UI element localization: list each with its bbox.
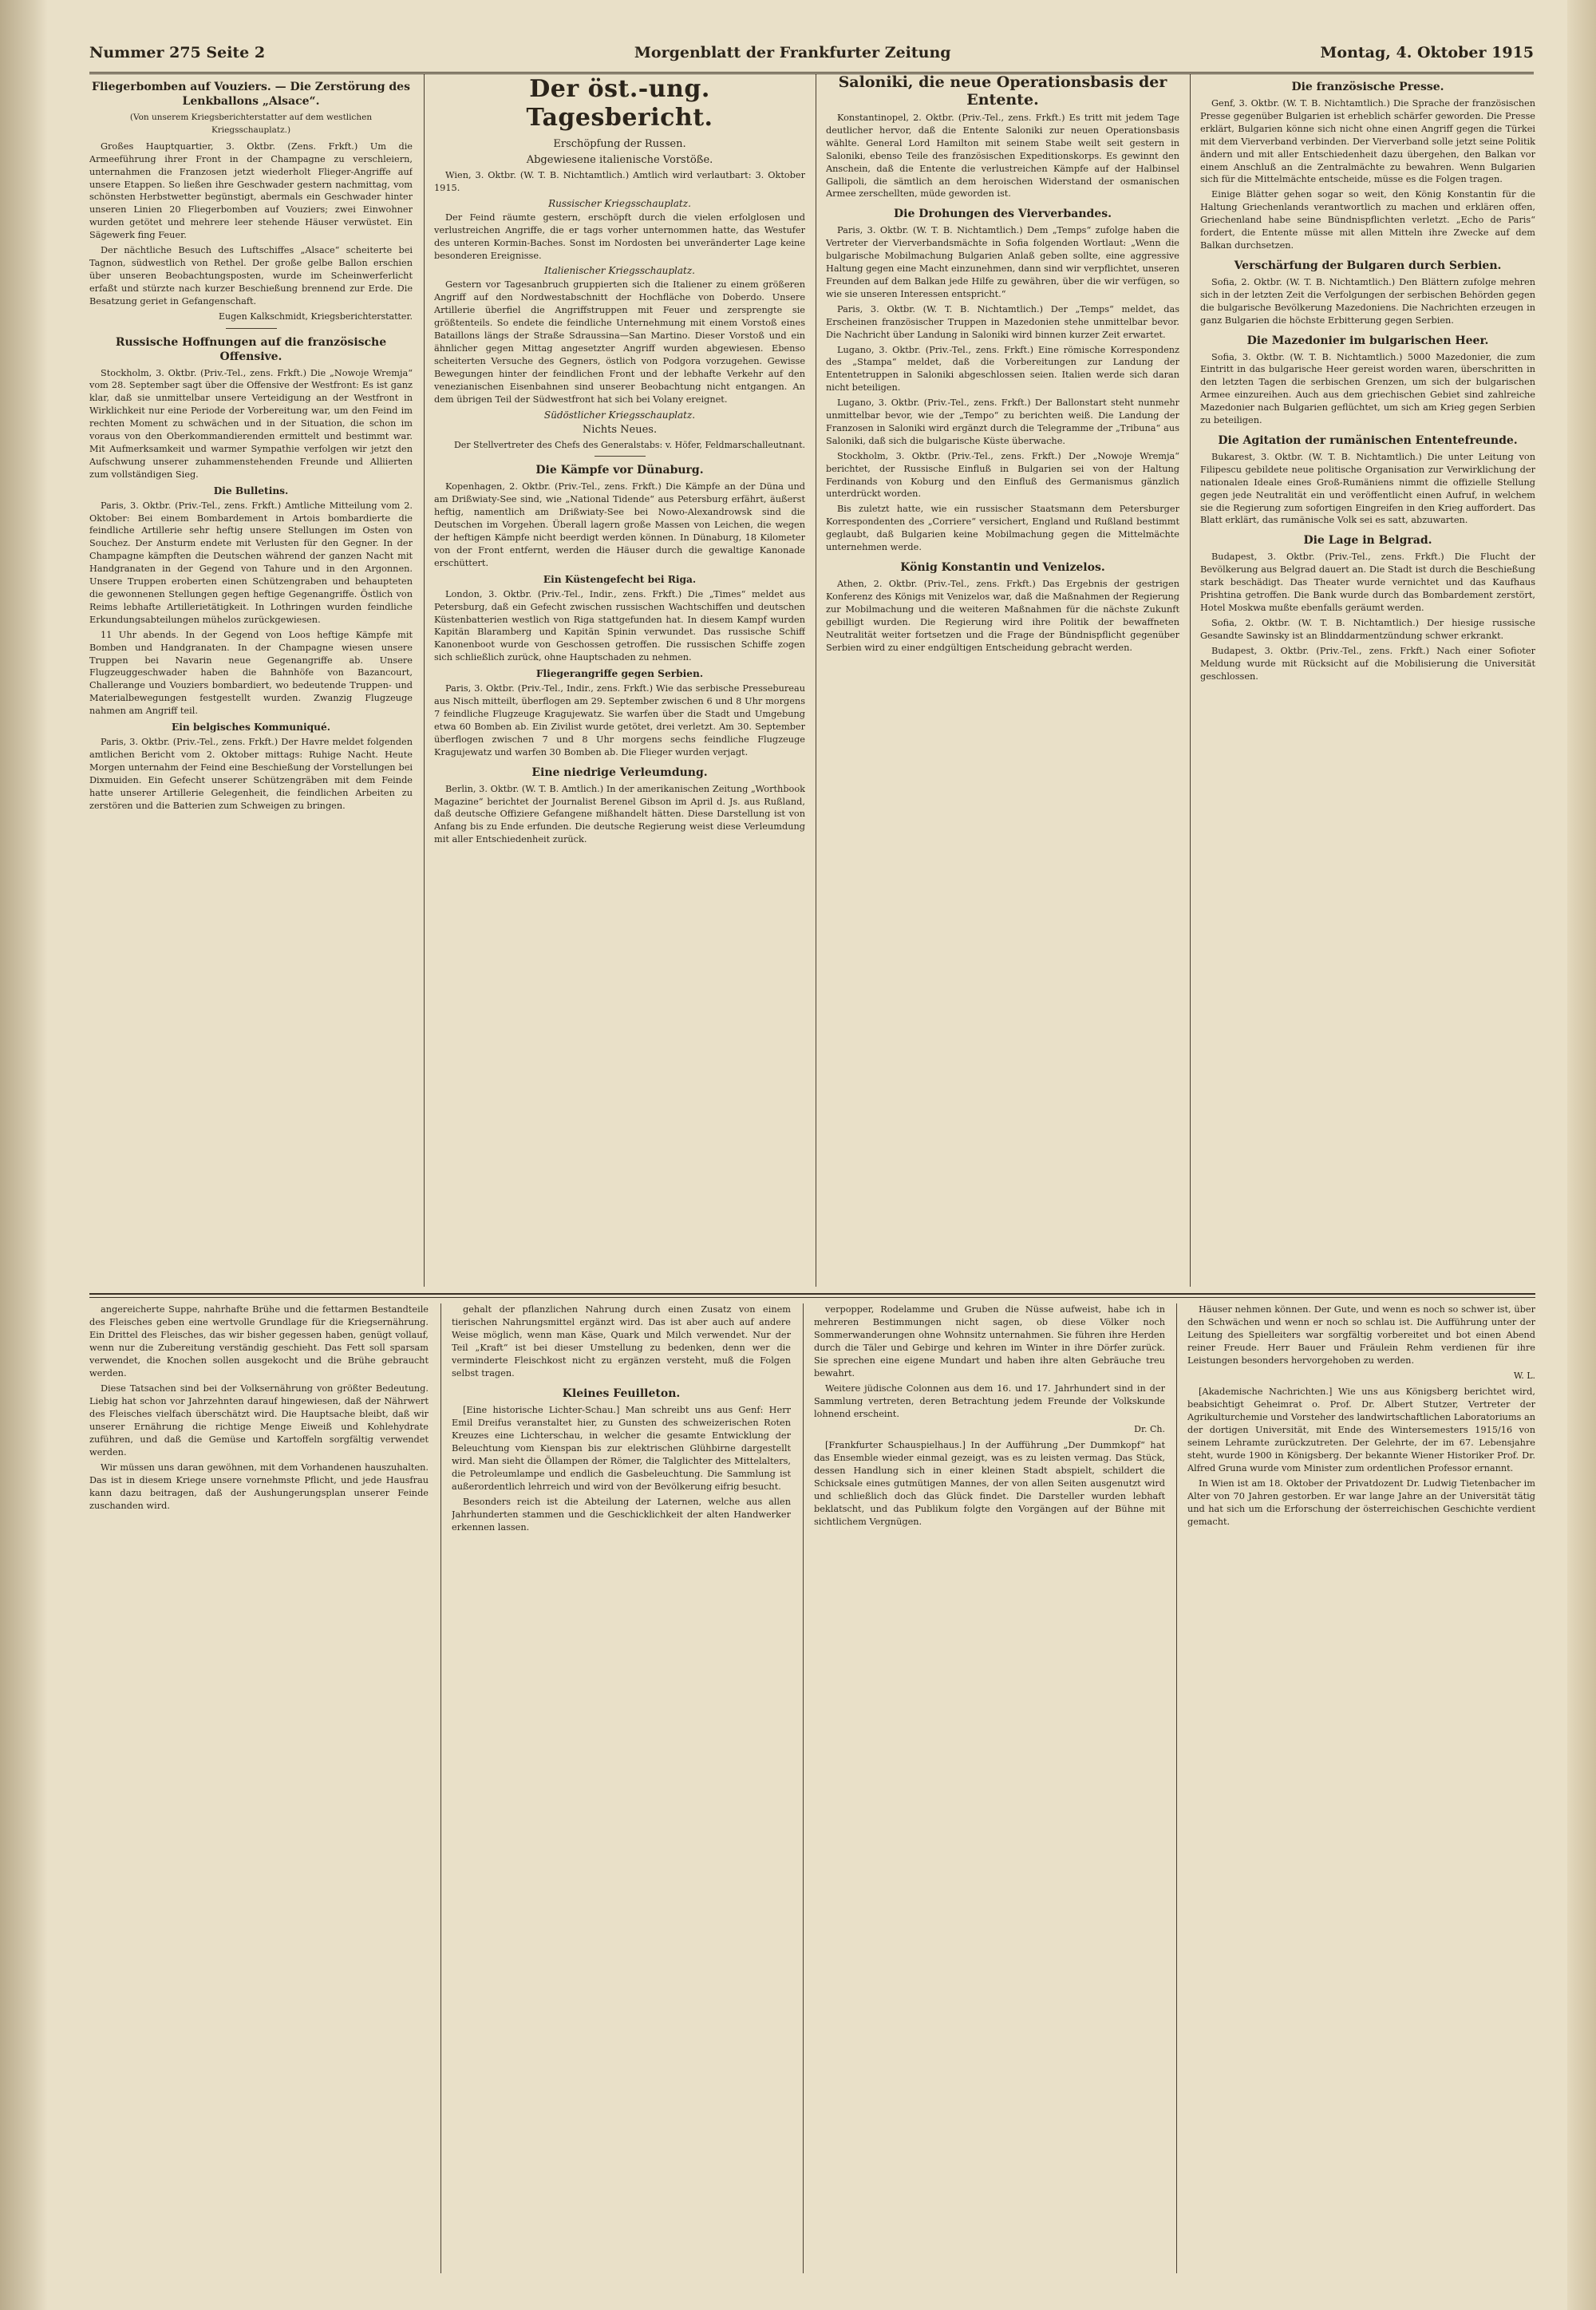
article-paragraph: Lugano, 3. Oktbr. (Priv.-Tel., zens. Frkft.) Eine römische Korrespondenz des „Stampa“ meldet, daß die Vorbereitungen zur Landung der Ententetruppen in Saloniki abgeschlossen seien. Italien werde sich daran nicht beteiligen. bbox=[826, 344, 1179, 394]
feuilleton-divider bbox=[89, 1293, 1535, 1295]
section-title: Italienischer Kriegsschauplatz. bbox=[544, 265, 695, 277]
headline-threats: Die Drohungen des Vierverbandes. bbox=[894, 208, 1112, 221]
feuilleton-column-2 bbox=[452, 1303, 791, 2273]
article-paragraph: Gestern vor Tagesanbruch gruppierten sich die Italiener zu einem größeren Angriff auf den Nordwestabschnitt der Hochfläche von Doberdo. Unsere Artillerie überfiel die Angriffstruppen mit Feuer und zersprengte sie größtenteils. So endete die feindliche Unternehmung mit einem Vorstoß eines Bataillons längs der Straße Sdraussina—San Martino. Dieser Vorstoß und ein ähnlicher gegen Mittag angesetzter Angriff wurden abgewiesen. Ebenso scheiterten Versuche des Gegners, östlich von Podgora vorzugehen. Gewisse Bewegungen hinter der feindlichen Front und der lebhafte Verkehr auf den venezianischen Eisenbahnen sind unserer Beobachtung nicht entgangen. An dem übrigen Teil der Südwestfront hat sich bei Volany ereignet. bbox=[434, 279, 805, 405]
correspondent-note: (Von unserem Kriegsberichterstatter auf dem westlichen Kriegsschauplatz.) bbox=[129, 113, 373, 135]
feuilleton-paragraph: [Eine historische Lichter-Schau.] Man schreibt uns aus Genf: Herr Emil Dreifus veranstaltet hier, zu Gunsten des schweizerischen Roten Kreuzes eine Lichterschau, in welcher die gesamte Entwicklung der Beleuchtung vom Kienspan bis zur elektrischen Glühbirne dargestellt wird. Man sieht die Öllampen der Römer, die Talglichter des Mittelalters, die Petroleumlampe und endlich die Gasbeleuchtung. Die Sammlung ist außerordentlich lehrreich und wird von der Bevölkerung eifrig besucht. bbox=[452, 1405, 791, 1492]
headline-kleines-feuilleton: Kleines Feuilleton. bbox=[562, 1387, 681, 1400]
headline-konstantin: König Konstantin und Venizelos. bbox=[900, 561, 1105, 574]
headline-austrian-report: Der öst.-ung. Tagesbericht. bbox=[526, 75, 713, 132]
headline-saloniki: Saloniki, die neue Operationsbasis der Entente. bbox=[838, 73, 1167, 109]
article-paragraph: Athen, 2. Oktbr. (Priv.-Tel., zens. Frkft.) Das Ergebnis der gestrigen Konferenz des Königs mit Venizelos war, daß die Maßnahmen der Regierung zur Mobilmachung und die weiteren Maßnahmen für die nächste Zukunft gebilligt wurden. Die Regierung wird ihre Politik der bewaffneten Neutralität weiter fortsetzen und die Frage der Bündnispflicht gegenüber Serbien wird zu einer endgültigen Entscheidung gebracht werden. bbox=[826, 579, 1179, 653]
subheadline: Abgewiesene italienische Vorstöße. bbox=[526, 154, 713, 166]
feuilleton-paragraph: [Akademische Nachrichten.] Wie uns aus Königsberg berichtet wird, beabsichtigt Geheimrat o. Prof. Dr. Albert Stutzer, Vertreter der Agrikulturchemie und Vorsteher des landwirtschaftlichen Laboratoriums an der dortigen Universität, mit Ende des Wintersemesters 1915/16 von seinem Lehramte zurückzutreten. Der Gelehrte, der im 67. Lebensjahre steht, wurde 1900 in Königsberg. Der bekannte Wiener Historiker Prof. Dr. Alfred Gruna wurde vom Minister zum ordentlichen Professor ernannt. bbox=[1187, 1386, 1535, 1473]
author-signature: Dr. Ch. bbox=[1134, 1424, 1165, 1434]
feuilleton-paragraph: Häuser nehmen können. Der Gute, und wenn es noch so schwer ist, über den Schwächen und wenn er noch so schlau ist. Die Aufführung unter der Leitung des Spielleiters war sorgfältig vorbereitet und bot einen Abend reiner Freude. Herr Bauer und Fräulein Rehm verdienen für ihre Leistungen besonders hervorgehoben zu werden. bbox=[1187, 1304, 1535, 1366]
headline-serbia-air: Fliegerangriffe gegen Serbien. bbox=[535, 668, 704, 680]
headline-french-press: Die französische Presse. bbox=[1291, 81, 1444, 93]
headline-macedonians: Die Mazedonier im bulgarischen Heer. bbox=[1246, 334, 1489, 347]
feuilleton-paragraph: Weitere jüdische Colonnen aus dem 16. und 17. Jahrhundert sind in der Sammlung vertreten, deren Betrachtung jedem Freunde der Volkskunde lohnend erscheint. bbox=[814, 1383, 1165, 1419]
feuilleton-column-3 bbox=[814, 1303, 1165, 2273]
section-title: Russischer Kriegsschauplatz. bbox=[548, 197, 691, 209]
column-rule bbox=[1176, 1303, 1177, 2273]
article-paragraph: Sofia, 2. Oktbr. (W. T. B. Nichtamtlich.) Den Blättern zufolge mehren sich in der letzten Zeit die Verfolgungen der serbischen Behörden gegen die bulgarische Bevölkerung Mazedoniens. Die Nachrichten erzeugen in ganz Bulgarien die höchste Erbitterung gegen Serbien. bbox=[1200, 276, 1535, 326]
article-paragraph: Stockholm, 3. Oktbr. (Priv.-Tel., zens. Frkft.) Der „Nowoje Wremja“ berichtet, der Russische Einfluß in Bulgarien sei von der Haltung Ferdinands von Koburg und den Einfluß des Germanismus gänzlich unterdrückt worden. bbox=[826, 450, 1179, 500]
feuilleton-paragraph: gehalt der pflanzlichen Nahrung durch einen Zusatz von einem tierischen Nahrungsmittel ergänzt wird. Das ist aber auch auf andere Weise möglich, wenn man Käse, Quark und Milch verwendet. Nur der Teil „Kraft“ ist bei dieser Umstellung zu bedenken, denn wer die verminderte Fleischkost nicht zu ergänzen versteht, muß die Folgen selbst tragen. bbox=[452, 1304, 791, 1378]
separator bbox=[595, 456, 646, 457]
page-edge bbox=[1567, 0, 1596, 2310]
column-rule bbox=[440, 1303, 441, 2273]
article-paragraph: Der Feind räumte gestern, erschöpft durch die vielen erfolglosen und verlustreichen Angriffe, die er tags vorher unternommen hatte, das Westufer des unteren Kormin-Baches. Sonst im Nordosten bei unveränderter Lage keine besonderen Ereignisse. bbox=[434, 212, 805, 261]
article-paragraph: Paris, 3. Oktbr. (W. T. B. Nichtamtlich.) Der „Temps“ meldet, das Erscheinen französischer Truppen in Mazedonien stehe unmittelbar bevor. Die Nachricht über Landung in Saloniki wird binnen kurzer Zeit erwartet. bbox=[826, 303, 1179, 340]
article-paragraph: Paris, 3. Oktbr. (W. T. B. Nichtamtlich.) Dem „Temps“ zufolge haben die Vertreter der Vierverbandsmächte in Sofia folgenden Wortlaut: „Wenn die bulgarische Mobilmachung Bulgarien Anlaß geben sollte, eine aggressive Haltung gegen eine Macht einzunehmen, dann sind wir verpflichtet, unseren Freunden auf dem Balkan jede Hilfe zu gewähren, über die wir verfügen, so wie sie unseren Interessen entspricht.“ bbox=[826, 225, 1179, 299]
column-rule bbox=[803, 1303, 804, 2273]
article-paragraph: Bis zuletzt hatte, wie ein russischer Staatsmann dem Petersburger Korrespondenten des „Corriere“ versichert, England und Rußland bestimmt geglaubt, daß Bulgarien keine Mobilmachung gegen die Mittelmächte unternehmen werde. bbox=[826, 504, 1179, 553]
headline-riga: Ein Küstengefecht bei Riga. bbox=[543, 573, 697, 585]
headline-romanian-agitation: Die Agitation der rumänischen Ententefreunde. bbox=[1218, 433, 1518, 447]
author-signature: W. L. bbox=[1513, 1371, 1535, 1381]
article-paragraph: Paris, 3. Oktbr. (Priv.-Tel., zens. Frkft.) Amtliche Mitteilung vom 2. Oktober: Bei einem Bombardement in Artois bombardierte die feindliche Artillerie sehr heftig unsere Stellungen im Osten von Souchez. Der Ansturm endete mit Verlusten für den Gegner. In der Champagne kämpften die Deutschen während der ganzen Nacht mit Handgranaten in der Gegend von Tahure und in den Argonnen. Unsere Truppen eroberten einen Schützengraben und behaupteten die gewonnenen Stellungen gegen heftige Gegenangriffe. Östlich von Reims lebhafte Artillerietätigkeit. In Lothringen wurden feindliche Erkundungsabteilungen mühelos zurückgewiesen. bbox=[89, 500, 413, 625]
masthead bbox=[89, 37, 1534, 74]
headline-dunaburg: Die Kämpfe vor Dünaburg. bbox=[535, 464, 704, 477]
feuilleton-column-1 bbox=[89, 1303, 429, 2273]
subheadline: Erschöpfung der Russen. bbox=[553, 138, 686, 150]
author-signature: Der Stellvertreter des Chefs des Generalstabs: v. Höfer, Feldmarschalleutnant. bbox=[453, 439, 805, 450]
article-paragraph: Einige Blätter gehen sogar so weit, den König Konstantin für die Haltung Griechenlands verantwortlich zu machen und erklären offen, Griechenland habe seine Bündnispflichten verletzt. „Echo de Paris“ fordert, die Entente müsse mit allen Mitteln ihre Zwecke auf dem Balkan durchsetzen. bbox=[1200, 189, 1535, 251]
feuilleton-paragraph: Diese Tatsachen sind bei der Volksernährung von größter Bedeutung. Liebig hat schon vor Jahrzehnten darauf hingewiesen, daß der Nährwert des Fleisches vielfach überschätzt wird. Die Hauptsache bleibt, daß wir unserer Ernährung die richtige Menge Eiweiß und Kohlehydrate zuführen, und daß die Gemüse und Kartoffeln sorgfältig verwendet werden. bbox=[89, 1383, 429, 1458]
article-paragraph: Budapest, 3. Oktbr. (Priv.-Tel., zens. Frkft.) Nach einer Sofioter Meldung wurde mit Rücksicht auf die Mobilisierung die Universität geschlossen. bbox=[1200, 645, 1535, 682]
article-paragraph: Lugano, 3. Oktbr. (Priv.-Tel., zens. Frkft.) Der Ballonstart steht nunmehr unmittelbar bevor, wie der „Tempo“ zu berichten weiß. Die Landung der Franzosen in Saloniki wird ergänzt durch die Telegramme der „Tribuna“ aus Saloniki, daß sich die bulgarische Küste überwache. bbox=[826, 398, 1179, 446]
article-paragraph: Paris, 3. Oktbr. (Priv.-Tel., Indir., zens. Frkft.) Wie das serbische Pressebureau aus Nisch mitteilt, überflogen am 29. September zwischen 6 und 8 Uhr morgens 7 feindliche Flugzeuge Kragujewatz. Sie warfen über die Stadt und Umgebung etwa 60 Bomben ab. Ein Zivilist wurde getötet, drei verletzt. Am 30. September überflogen zwischen 7 und 8 Uhr morgens sechs feindliche Flugzeuge Kragujewatz und warfen 30 Bomben ab. Die Flieger wurden verjagt. bbox=[434, 683, 805, 757]
headline-vouziers: Fliegerbomben auf Vouziers. — Die Zerstörung des Lenkballons „Alsace“. bbox=[92, 81, 410, 108]
author-signature: Eugen Kalkschmidt, Kriegsberichterstatter. bbox=[219, 311, 413, 322]
feuilleton-paragraph: Besonders reich ist die Abteilung der Laternen, welche aus allen Jahrhunderten stammen und die Geschicklichkeit der alten Handwerker erkennen lassen. bbox=[452, 1497, 791, 1533]
column-rule bbox=[1190, 73, 1191, 1287]
issue-number: Nummer 275 Seite 2 bbox=[89, 44, 266, 61]
section-title: Südöstlicher Kriegsschauplatz. bbox=[543, 409, 696, 421]
feuilleton-paragraph: angereicherte Suppe, nahrhafte Brühe und die fettarmen Bestandteile des Fleisches geben eine wertvolle Grundlage für die Kriegsernährung. Ein Drittel des Fleisches, das wir bisher gegessen haben, genügt vollauf, wenn nur die Zubereitung verständig geschieht. Das Fett soll sparsam verwendet, die Knochen sollen ausgekocht und die Brühe gebraucht werden. bbox=[89, 1304, 429, 1378]
binding-gutter bbox=[0, 0, 48, 2310]
headline-slander: Eine niedrige Verleumdung. bbox=[531, 765, 708, 779]
article-paragraph: Sofia, 2. Oktbr. (W. T. B. Nichtamtlich.) Der hiesige russische Gesandte Sawinsky ist an Blinddarmentzündung schwer erkrankt. bbox=[1200, 617, 1535, 641]
article-paragraph: Bukarest, 3. Oktbr. (W. T. B. Nichtamtlich.) Die unter Leitung von Filipescu gebildete neue politische Organisation zur Verwirklichung der nationalen Ideale eines Groß-Rumäniens nimmt die offizielle Stellung gegen jede Neutralität ein und veröffentlicht einen Aufruf, in welchem sie die Regierung zum sofortigen Eingreifen in den Krieg auffordert. Das Blatt erklärt, das rumänische Volk sei es satt, abzuwarten. bbox=[1200, 451, 1535, 526]
feuilleton-paragraph: Wir müssen uns daran gewöhnen, mit dem Vorhandenen hauszuhalten. Das ist in diesem Kriege unsere vornehmste Pflicht, und jede Hausfrau kann dazu beitragen, daß der Aushungerungsplan unserer Feinde zuschanden wird. bbox=[89, 1462, 429, 1511]
column-2 bbox=[434, 73, 805, 1287]
article-paragraph: Stockholm, 3. Oktbr. (Priv.-Tel., zens. Frkft.) Die „Nowoje Wremja“ vom 28. September sagt über die Offensive der Westfront: Es ist ganz klar, daß sie unmittelbar unsere Verteidigung an der Westfront in Wirklichkeit nur eine Periode der Vorbereitung war, um den Feind im rechten Moment zu schwächen und in der Situation, die schon im voraus von den Oberkommandierenden ermittelt und bestimmt war. Mit Aufmerksamkeit und warmer Sympathie verfolgen wir jetzt den Aufschwung unserer zuhammenstehenden Freunde und Alliierten zum vollständigen Sieg. bbox=[89, 367, 413, 480]
article-paragraph: Budapest, 3. Oktbr. (Priv.-Tel., zens. Frkft.) Die Flucht der Bevölkerung aus Belgrad dauert an. Die Stadt ist durch die Beschießung stark beschädigt. Das Theater wurde vernichtet und das Kaufhaus Prishtina getroffen. Die Bank wurde durch das Bombardement zerstört, Hotel Moskwa mußte ebenfalls geräumt werden. bbox=[1200, 552, 1535, 613]
headline-russian-hopes: Russische Hoffnungen auf die französische Offensive. bbox=[115, 335, 387, 363]
article-paragraph: 11 Uhr abends. In der Gegend von Loos heftige Kämpfe mit Bomben und Handgranaten. In der Champagne wiesen unsere Truppen bei Navarin neue Gegenangriffe ab. Unsere Flugzeuggeschwader haben die Bahnhöfe von Bazancourt, Challerange und Vouziers bombardiert, wo bedeutende Truppen- und Materialbewegungen festgestellt wurden. Zwanzig Flugzeuge nahmen am Angriff teil. bbox=[89, 629, 413, 717]
separator bbox=[226, 328, 277, 329]
feuilleton-column-4 bbox=[1187, 1303, 1535, 2273]
feuilleton-paragraph: In Wien ist am 18. Oktober der Privatdozent Dr. Ludwig Tietenbacher im Alter von 70 Jahren gestorben. Er war lange Jahre an der Universität tätig und hat sich um die Erforschung der österreichischen Geschichte verdient gemacht. bbox=[1187, 1478, 1535, 1527]
newspaper-title: Morgenblatt der Frankfurter Zeitung bbox=[634, 44, 951, 61]
article-paragraph: Kopenhagen, 2. Oktbr. (Priv.-Tel., zens. Frkft.) Die Kämpfe an der Düna und am Drißwiaty-See sind, wie „National Tidende“ aus Petersburg erfährt, äußerst heftig, namentlich am Drißwiaty-See bei Nowo-Alexandrowsk sind die Deutschen im Vorgehen. Überall lagern große Massen von Leichen, die wegen der heftigen Kämpfe nicht beerdigt werden können. In Dünaburg, 18 Kilometer von der Front entfernt, werden die Häuser durch die gewaltige Kanonade erschüttert. bbox=[434, 481, 805, 568]
column-3 bbox=[826, 73, 1179, 1287]
article-paragraph: Der nächtliche Besuch des Luftschiffes „Alsace“ scheiterte bei Tagnon, südwestlich von Rethel. Der große gelbe Ballon erschien über unseren Beobachtungsposten, wurde im Scheinwerferlicht erfaßt und stürzte nach kurzer Beschießung brennend zur Erde. Die Besatzung geriet in Gefangenschaft. bbox=[89, 245, 413, 307]
headline-bulletins: Die Bulletins. bbox=[213, 485, 289, 496]
headline-bulgarian-persecution: Verschärfung der Bulgaren durch Serbien. bbox=[1234, 259, 1502, 272]
article-paragraph: London, 3. Oktbr. (Priv.-Tel., Indir., zens. Frkft.) Die „Times“ meldet aus Petersburg, daß ein Gefecht zwischen russischen Wachtschiffen und deutschen Küstenbatterien westlich von Riga stattgefunden hat. In diesem Kampf wurden Kapitän Blaramberg und Kapitän Spinin verwundet. Das russische Schiff Kanonenboot wurde von Geschossen getroffen. Die russischen Schiffe zogen sich schließlich zurück, ohne Hauptschaden zu nehmen. bbox=[434, 588, 805, 663]
article-paragraph: Konstantinopel, 2. Oktbr. (Priv.-Tel., zens. Frkft.) Es tritt mit jedem Tage deutlicher hervor, daß die Entente Saloniki zur neuen Operationsbasis wählte. General Lord Hamilton mit seinem Stabe weilt seit gestern in Saloniki, ebenso Teile des französischen Expeditionskorps. Es gewinnt den Anschein, daß die Entente die verlustreichen Kämpfe auf der Halbinsel Gallipoli, die sämtlich an dem heroischen Widerstand der osmanischen Armee zerschellten, müde geworden ist. bbox=[826, 113, 1179, 200]
feuilleton-paragraph: [Frankfurter Schauspielhaus.] In der Aufführung „Der Dummkopf“ hat das Ensemble wieder einmal gezeigt, was es zu leisten vermag. Das Stück, dessen Handlung sich in einer kleinen Stadt abspielt, schildert die Schicksale eines gutmütigen Mannes, der von allen Seiten ausgenutzt wird und schließlich doch das Glück findet. Die Darsteller wurden lebhaft beklatscht, und das Publikum folgte den Vorgängen auf der Bühne mit sichtlichem Vergnügen. bbox=[814, 1440, 1165, 1527]
article-paragraph: Wien, 3. Oktbr. (W. T. B. Nichtamtlich.) Amtlich wird verlautbart: 3. Oktober 1915. bbox=[434, 170, 805, 193]
column-4 bbox=[1200, 73, 1535, 1287]
feuilleton-paragraph: verpopper, Rodelamme und Gruben die Nüsse aufweist, habe ich in mehreren Bestimmungen nicht sagen, ob diese Völker noch Sommerwanderungen ohne Wohnsitz unternahmen. Sie führen ihre Herden durch die Täler und Gebirge und kehren im Winter in ihre Dörfer zurück. Sie sprechen eine eigene Mundart und haben ihre alten Gebräuche treu bewahrt. bbox=[814, 1304, 1165, 1378]
column-rule bbox=[424, 73, 425, 1287]
article-paragraph: Paris, 3. Oktbr. (Priv.-Tel., zens. Frkft.) Der Havre meldet folgenden amtlichen Bericht vom 2. Oktober mittags: Ruhige Nacht. Heute Morgen unternahm der Feind eine Beschießung der Vorstellungen bei Dixmuiden. Ein Gefecht unserer Schützengräben mit dem Feinde hatte unserer Artillerie Gelegenheit, die feindlichen Arbeiten zu zerstören und die Batterien zum Schweigen zu bringen. bbox=[89, 737, 413, 811]
headline-belgian-communique: Ein belgisches Kommuniqué. bbox=[171, 722, 331, 734]
article-paragraph: Großes Hauptquartier, 3. Oktbr. (Zens. Frkft.) Um die Armeeführung ihrer Front in der Champagne zu verschleiern, unternahmen die Franzosen jetzt wiederholt Flieger-Angriffe auf unsere Etappen. So ließen ihre Geschwader gestern nachmittag, vom schönsten Herbstwetter begünstigt, abermals ein Geschwader hinter unseren Linien 20 Fliegerbomben auf Vouziers; zwei Einwohner wurden getötet und mehrere leer stehende Häuser verwüstet. Ein Sägewerk fing Feuer. bbox=[89, 140, 413, 241]
article-paragraph: Berlin, 3. Oktbr. (W. T. B. Amtlich.) In der amerikanischen Zeitung „Worthbook Magazine“ berichtet der Journalist Berenel Gibson im April d. Js. aus Rußland, daß deutsche Offiziere Gefangene mißhandelt hätten. Diese Darstellung ist von Anfang bis zu Ende erfunden. Die deutsche Regierung weist diese Verleumdung mit aller Entschiedenheit zurück. bbox=[434, 783, 805, 845]
headline-belgrade: Die Lage in Belgrad. bbox=[1303, 534, 1432, 548]
issue-date: Montag, 4. Oktober 1915 bbox=[1320, 44, 1534, 61]
feuilleton-divider bbox=[89, 1297, 1535, 1298]
article-paragraph: Genf, 3. Oktbr. (W. T. B. Nichtamtlich.) Die Sprache der französischen Presse gegenüber Bulgarien ist erheblich schärfer geworden. Die Presse erklärt, Bulgarien könne sich nicht ohne einen Angriff gegen die Türkei mit dem Vierverband verbinden. Der Vierverband solle jetzt seine Politik ändern und mit aller Entschiedenheit dazu übergehen, den Balkan vor einem Anschluß an die Zentralmächte zu bewahren. Wenn Bulgarien sich für die Mittelmächte entscheide, müsse es die Folgen tragen. bbox=[1200, 98, 1535, 185]
column-1 bbox=[89, 73, 413, 1287]
article-paragraph: Nichts Neues. bbox=[582, 423, 658, 436]
article-paragraph: Sofia, 3. Oktbr. (W. T. B. Nichtamtlich.) 5000 Mazedonier, die zum Eintritt in das bulgarische Heer gereist worden waren, überschritten in den letzten Tagen die serbischen Grenzen, um sich der bulgarischen Armee einzureihen. Auch aus dem griechischen Gebiet sind zahlreiche Mazedonier nach Bulgarien geflüchtet, um sich am Krieg gegen Serbien zu beteiligen. bbox=[1200, 351, 1535, 426]
